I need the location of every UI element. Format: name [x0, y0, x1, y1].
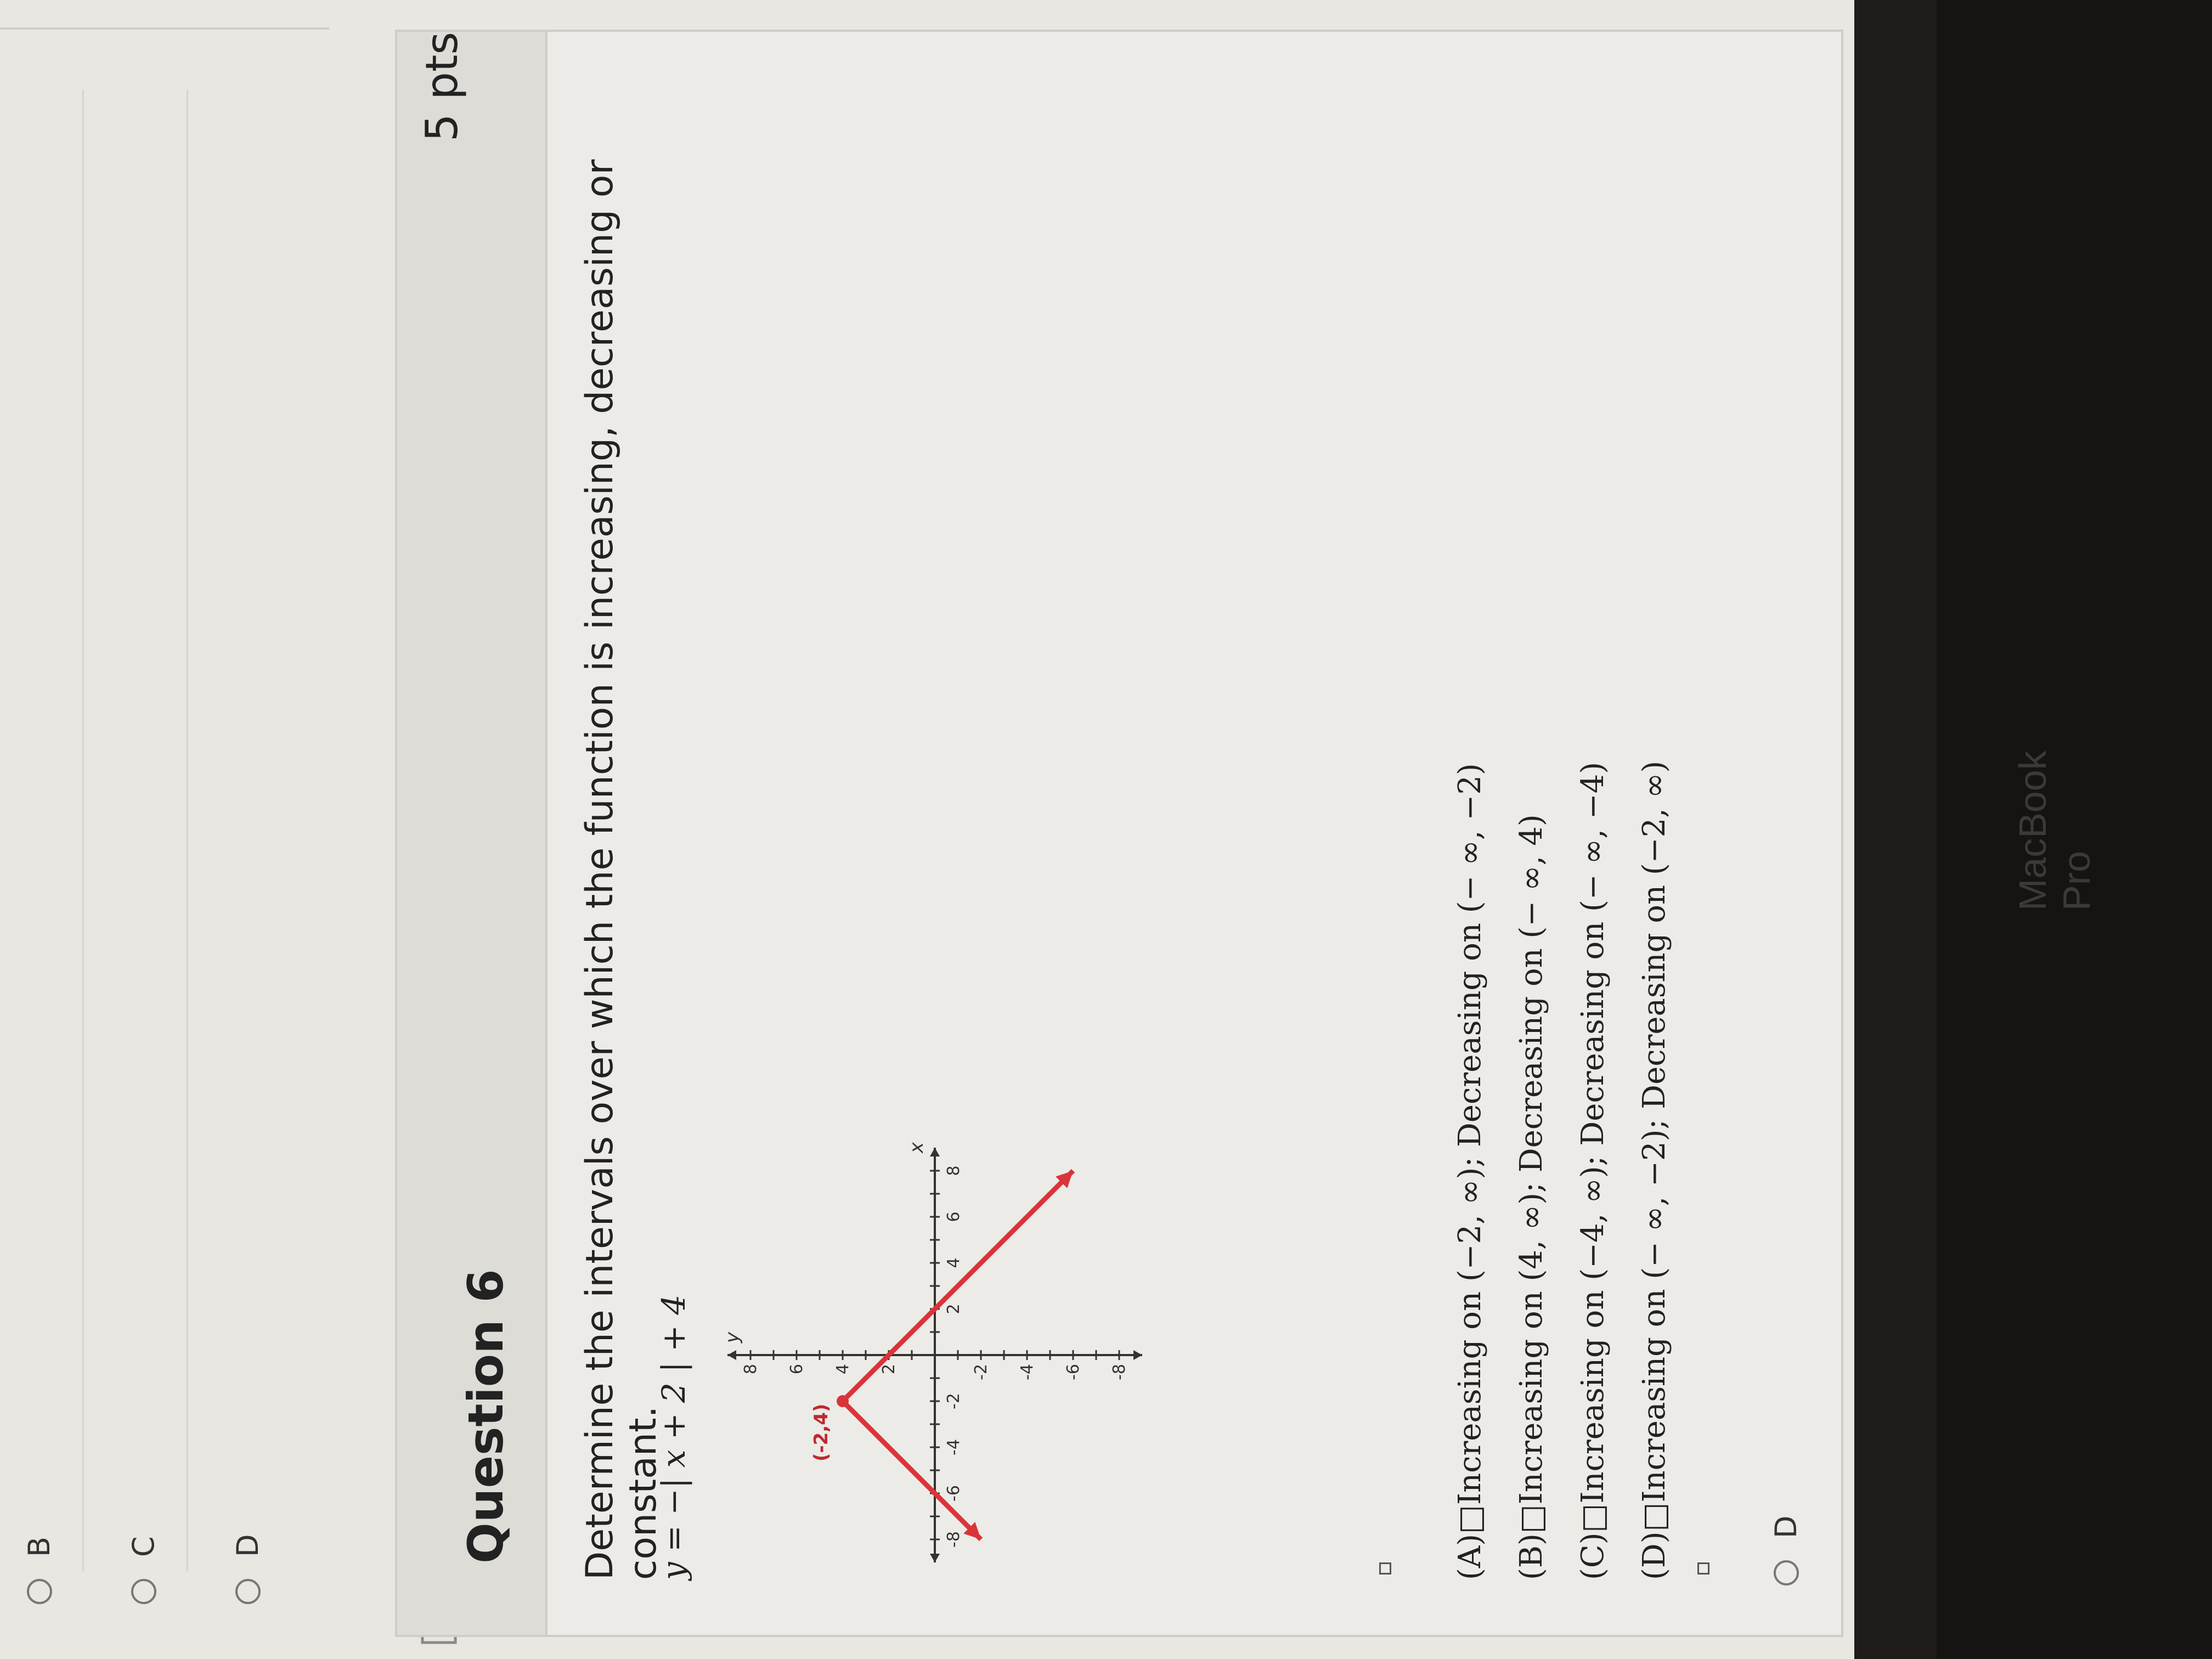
x-tick-label: 4	[944, 1257, 963, 1268]
option-label: D	[230, 1534, 265, 1557]
radio-icon[interactable]	[27, 1579, 52, 1604]
divider	[82, 90, 84, 1571]
y-tick-label: 6	[787, 1364, 806, 1375]
question-points: 5 pts	[416, 32, 467, 142]
question-prompt: Determine the intervals over which the function is increasing, decreasing or constant.	[578, 159, 665, 1580]
function-formula: y = −| x + 2 | + 4	[655, 1294, 692, 1580]
answer-option-d[interactable]	[1769, 1515, 1803, 1585]
radio-icon[interactable]	[235, 1579, 261, 1604]
option-label: B	[22, 1536, 57, 1557]
x-axis-arrow	[930, 1554, 940, 1562]
divider	[187, 90, 188, 1571]
graph-axes	[727, 1148, 1142, 1562]
y-tick-label: 2	[879, 1364, 899, 1375]
x-tick-label: -4	[944, 1439, 963, 1455]
device-brand: MacBook Pro	[2011, 751, 2098, 911]
answer-choices	[1440, 761, 1685, 1580]
choice-a: (A)□Increasing on (−2, ∞); Decreasing on (− ∞, −2)	[1452, 763, 1488, 1580]
previous-question-options	[0, 27, 329, 1637]
x-tick-label: 8	[944, 1165, 963, 1176]
y-axis-arrow	[1133, 1350, 1142, 1360]
y-tick-label: 4	[833, 1364, 853, 1375]
option-d[interactable]	[230, 1534, 265, 1604]
question-title: Question 6	[458, 1269, 514, 1564]
radio-icon[interactable]	[131, 1579, 156, 1604]
y-tick-label: 8	[741, 1364, 760, 1375]
y-tick-label: -4	[1018, 1364, 1037, 1380]
x-tick-label: -6	[944, 1485, 963, 1502]
choice-d: (D)□Increasing on (− ∞, −2); Decreasing on (−2, ∞)	[1637, 760, 1672, 1580]
option-c[interactable]	[126, 1536, 161, 1604]
quiz-content	[0, 24, 1854, 1637]
bezel-edge	[1854, 0, 1937, 1659]
image-placeholder-icon	[1379, 1562, 1391, 1575]
y-axis-label: y	[721, 1331, 743, 1343]
x-axis-arrow	[930, 1148, 940, 1156]
y-tick-label: -6	[1064, 1364, 1083, 1380]
choice-b: (B)□Increasing on (4, ∞); Decreasing on (− ∞, 4)	[1514, 814, 1549, 1580]
question-card	[395, 30, 1843, 1637]
function-graph	[693, 1037, 1220, 1585]
x-tick-label: -8	[944, 1531, 963, 1548]
image-placeholder-icon	[1697, 1562, 1709, 1575]
question-header	[397, 32, 548, 1635]
vertex-label: (-2,4)	[810, 1403, 832, 1462]
y-tick-label: -8	[1110, 1364, 1129, 1380]
option-label: D	[1769, 1515, 1803, 1538]
vertex-point	[837, 1395, 849, 1407]
choice-c: (C)□Increasing on (−4, ∞); Decreasing on (− ∞, −4)	[1575, 761, 1611, 1580]
x-axis-label: x	[906, 1142, 928, 1153]
x-tick-label: 2	[944, 1304, 963, 1314]
y-axis-arrow	[727, 1350, 736, 1360]
y-tick-label: -2	[972, 1364, 991, 1380]
option-b[interactable]	[22, 1537, 57, 1604]
x-tick-label: 6	[944, 1211, 963, 1222]
radio-icon[interactable]	[1774, 1560, 1799, 1585]
option-label: C	[126, 1536, 161, 1557]
x-tick-label: -2	[944, 1393, 963, 1409]
